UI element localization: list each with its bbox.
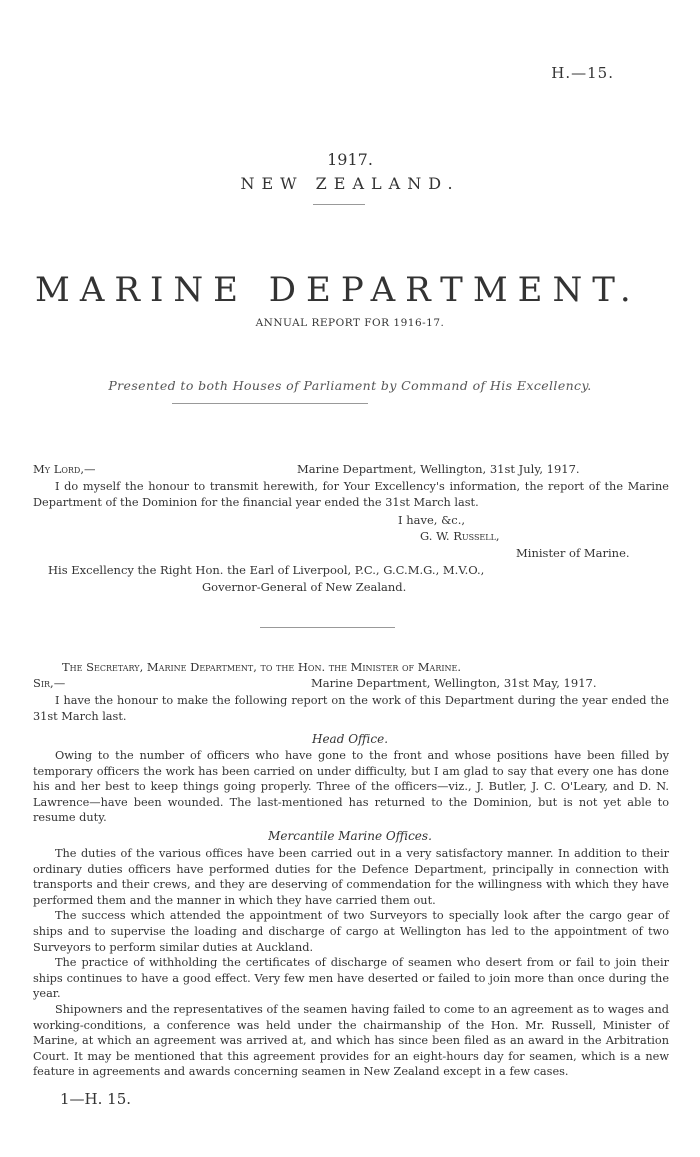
divider	[313, 204, 365, 205]
signatory: G. W. Russell,	[420, 529, 500, 543]
country-title: NEW ZEALAND.	[240, 174, 460, 193]
paragraph-block	[33, 846, 669, 1080]
paragraph: The practice of withholding the certificates of discharge of seamen who desert from or fail to join their ships continues to have a good effect. Very few men have deserted or failed to join more than once during the year.	[33, 956, 669, 1001]
recipient-line: Governor-General of New Zealand.	[202, 580, 407, 594]
paragraph: Owing to the number of officers who have gone to the front and whose positions have been filled by temporary officers the work has been carried on under difficulty, but I am glad to say that every one has done his and her best to keep things going properly. Three of the officers—viz., J. Butler, J. C. O'Leary, and D. N. Lawrence—have been wounded. The last-mentioned has returned to the Dominion, but is not yet able to resume duty.	[33, 749, 669, 825]
salutation: My Lord,—	[33, 462, 96, 476]
year: 1917.	[327, 150, 373, 169]
paragraph: Shipowners and the representatives of the seamen having failed to come to an agreement as to wages and working-conditions, a conference was held under the chairmanship of the Hon. Mr. Russell, Minister of Marine, at which an agreement was arrived at, and which has since been filed as an award in the Arbitration Court. It may be mentioned that this agreement provides for an eight-hours day for seamen, which is a new feature in agreements and awards concerning seamen in New Zealand except in a few cases.	[33, 1002, 669, 1079]
signatory-title: Minister of Marine.	[516, 546, 630, 560]
paragraph: The duties of the various offices have been carried out in a very satisfactory manner. In addition to their ordinary duties officers have performed duties for the Defence Department, principally in connection with transports and their crews, and they are deserving of commendation for the willingness with which they have performed them and the manner in which they have carried them out.	[33, 847, 669, 907]
letter-heading: The Secretary, Marine Department, to the Hon. the Minister of Marine.	[62, 660, 461, 674]
presented-line: Presented to both Houses of Parliament by Command of His Excellency.	[108, 378, 592, 393]
closing: I have, &c.,	[398, 513, 466, 527]
section-heading: Mercantile Marine Offices.	[268, 829, 432, 843]
letter-intro: I have the honour to make the following report on the work of this Department during the year ended the 31st March last.	[33, 694, 669, 723]
divider	[260, 627, 395, 628]
page-reference: H.—15.	[551, 64, 614, 82]
divider	[172, 403, 368, 404]
address-date: Marine Department, Wellington, 31st July, 1917.	[297, 462, 580, 476]
report-title: ANNUAL REPORT FOR 1916-17.	[255, 317, 445, 329]
letter-body: I do myself the honour to transmit herewith, for Your Excellency's information, the report of the Marine Department of the Dominion for the financial year ended the 31st March last.	[33, 480, 669, 509]
department-title: MARINE DEPARTMENT.	[35, 270, 641, 310]
page-footer: 1—H. 15.	[60, 1090, 132, 1108]
recipient-line: His Excellency the Right Hon. the Earl of Liverpool, P.C., G.C.M.G., M.V.O.,	[48, 563, 485, 577]
section-heading: Head Office.	[311, 732, 389, 746]
address-date: Marine Department, Wellington, 31st May, 1917.	[311, 676, 597, 690]
salutation: Sir,—	[33, 676, 66, 690]
paragraph: The success which attended the appointment of two Surveyors to specially look after the cargo gear of ships and to supervise the loading and discharge of cargo at Wellington has led to the appointment of two Surveyors to perform similar duties at Auckland.	[33, 909, 669, 954]
